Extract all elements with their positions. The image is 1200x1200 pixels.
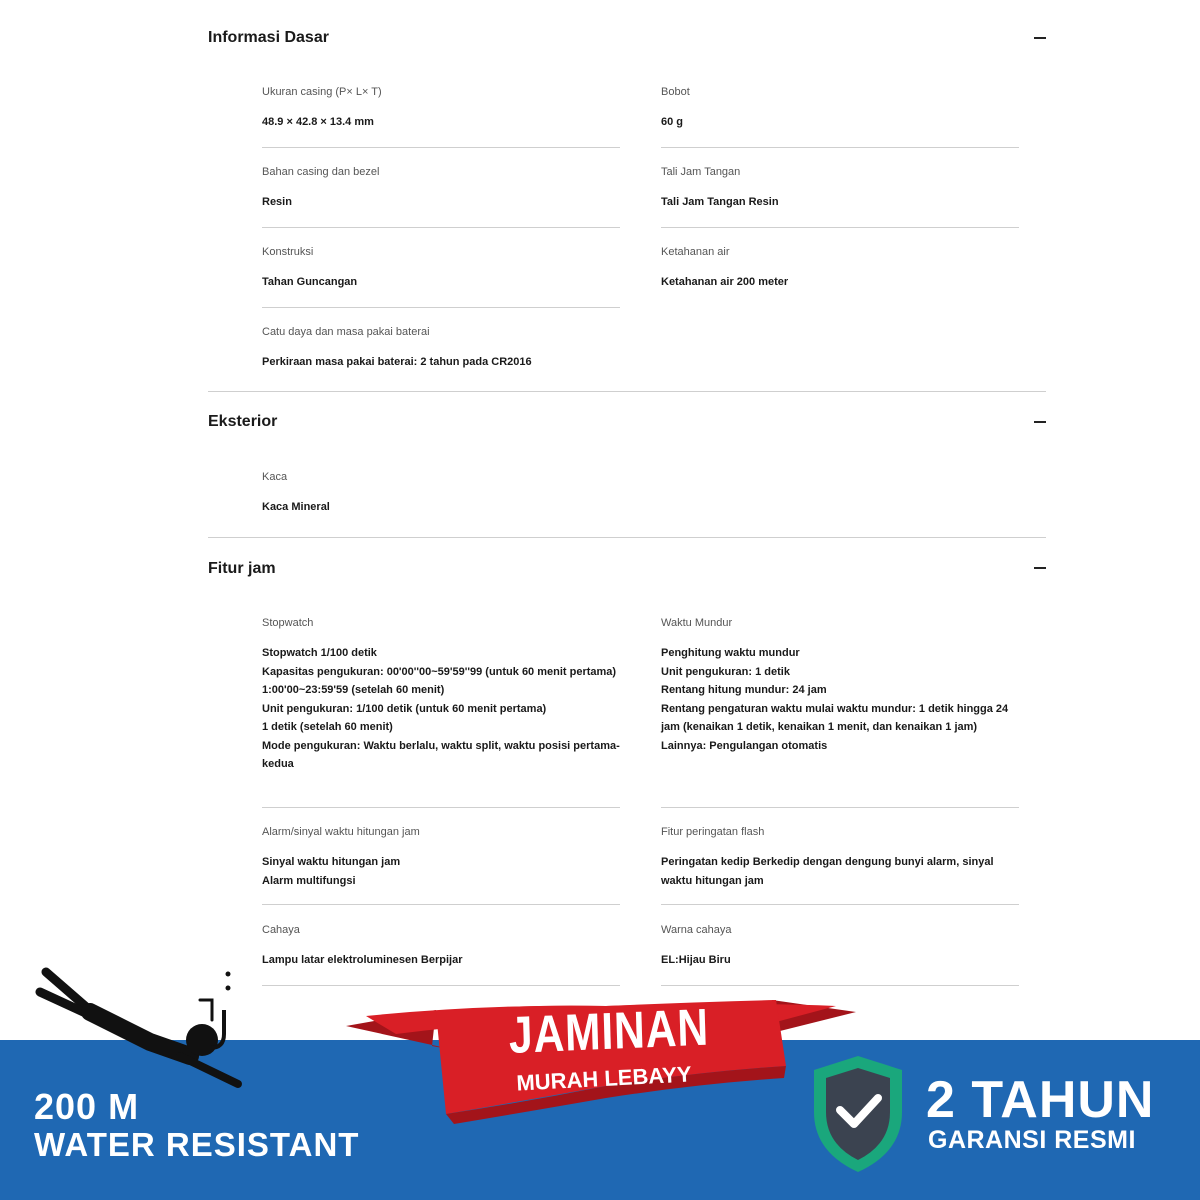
spec-label: Tali Jam Tangan <box>661 166 741 178</box>
diver-icon <box>30 960 260 1100</box>
spec-value: 48.9 × 42.8 × 13.4 mm <box>262 116 374 128</box>
spec-label: Catu daya dan masa pakai baterai <box>262 326 430 338</box>
spec-value: Tahan Guncangan <box>262 276 358 288</box>
spec-item <box>661 923 1019 970</box>
spec-item <box>262 825 620 890</box>
spec-label: Kaca <box>262 471 288 483</box>
spec-value: 60 g <box>661 116 684 128</box>
spec-value: Tali Jam Tangan Resin <box>661 196 779 208</box>
divider <box>661 147 1019 148</box>
spec-item <box>661 616 1019 755</box>
warranty-title: 2 TAHUN <box>926 1071 1155 1129</box>
spec-label: Konstruksi <box>262 246 314 258</box>
ribbon-title: JAMINAN <box>508 998 710 1066</box>
spec-item <box>262 85 620 132</box>
divider <box>661 807 1019 808</box>
spec-value: Sinyal waktu hitungan jam Alarm multifungsi <box>262 856 401 887</box>
spec-item <box>661 825 1019 890</box>
divider <box>262 227 620 228</box>
spec-value: Perkiraan masa pakai baterai: 2 tahun pada CR2016 <box>262 356 532 368</box>
spec-label: Alarm/sinyal waktu hitungan jam <box>262 826 420 838</box>
water-resistant-text: WATER RESISTANT <box>34 1126 360 1163</box>
spec-label: Bahan casing dan bezel <box>262 166 380 178</box>
warranty-subtitle: GARANSI RESMI <box>928 1126 1136 1154</box>
spec-label: Fitur peringatan flash <box>661 826 765 838</box>
spec-label: Waktu Mundur <box>661 617 733 629</box>
spec-value: Lampu latar elektroluminesen Berpijar <box>262 954 463 966</box>
spec-item <box>262 616 620 774</box>
shield-check-icon <box>806 1052 910 1176</box>
collapse-icon[interactable] <box>1034 567 1046 569</box>
section-title-informasi-dasar: Informasi Dasar <box>208 29 329 46</box>
divider <box>262 904 620 905</box>
spec-item <box>262 325 620 372</box>
spec-label: Ukuran casing (P× L× T) <box>262 86 382 98</box>
spec-item <box>262 470 620 517</box>
divider <box>661 227 1019 228</box>
spec-value: Ketahanan air 200 meter <box>661 276 789 288</box>
spec-label: Ketahanan air <box>661 246 730 258</box>
spec-label: Bobot <box>661 86 690 98</box>
spec-item <box>661 245 1019 292</box>
water-depth-text: 200 M <box>34 1086 140 1127</box>
divider <box>661 904 1019 905</box>
spec-value: Resin <box>262 196 292 208</box>
spec-label: Stopwatch <box>262 617 314 629</box>
spec-item <box>262 165 620 212</box>
section-divider <box>208 537 1046 538</box>
spec-label: Warna cahaya <box>661 924 732 936</box>
divider <box>262 307 620 308</box>
collapse-icon[interactable] <box>1034 37 1046 39</box>
collapse-icon[interactable] <box>1034 421 1046 423</box>
divider <box>262 807 620 808</box>
spec-value: Stopwatch 1/100 detik Kapasitas pengukuran: 00'00''00~59'59''99 (untuk 60 menit pertama) 1:00'00~23:59'59 (setelah 60 menit) Unit pengukuran: 1/100 detik (untuk 60 menit pertama) 1 detik (setelah 60 menit) Mode pengukuran: Waktu berlalu, waktu split, waktu posisi pertama-kedua <box>262 647 620 770</box>
spec-item <box>262 923 620 970</box>
spec-item <box>661 165 1019 212</box>
spec-item <box>661 85 1019 132</box>
spec-value: Kaca Mineral <box>262 501 330 513</box>
section-title-fitur-jam: Fitur jam <box>208 560 276 577</box>
spec-value: Penghitung waktu mundur Unit pengukuran: 1 detik Rentang hitung mundur: 24 jam Rentang pengaturan waktu mulai waktu mundur: 1 detik hingga 24 jam (kenaikan 1 detik, kenaikan 1 menit, dan kenaikan 1 jam) Lainnya: Pengulangan otomatis <box>661 647 1009 752</box>
spec-value: EL:Hijau Biru <box>661 954 731 966</box>
ribbon-subtitle: MURAH LEBAYY <box>515 1061 693 1096</box>
section-divider <box>208 391 1046 392</box>
spec-item <box>262 245 620 292</box>
spec-value: Peringatan kedip Berkedip dengan dengung bunyi alarm, sinyal waktu hitungan jam <box>661 856 994 887</box>
section-title-eksterior: Eksterior <box>208 413 278 430</box>
divider <box>262 147 620 148</box>
spec-label: Cahaya <box>262 924 300 936</box>
